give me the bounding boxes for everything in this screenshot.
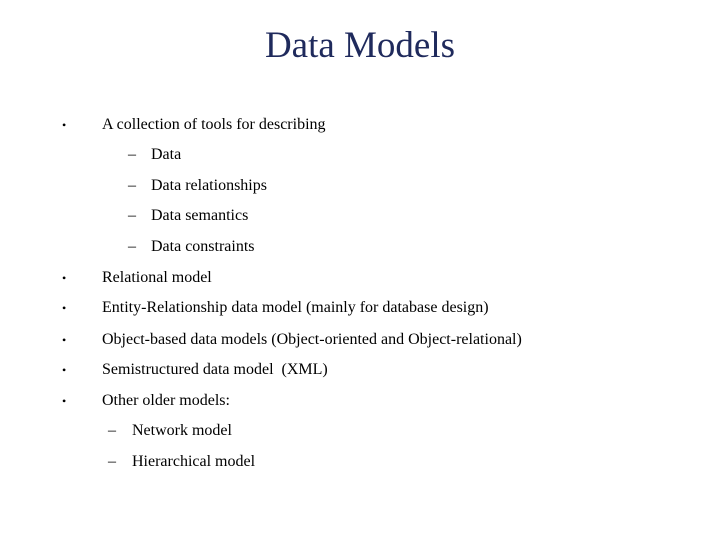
sub-item-text: Data semantics — [151, 207, 249, 224]
bullet-text: A collection of tools for describing — [102, 116, 326, 133]
bullet-marker: • — [62, 394, 67, 408]
sub-item-text: Data — [151, 146, 182, 163]
dash-marker: – — [128, 207, 136, 224]
dash-marker: – — [128, 177, 136, 194]
bullet-text: Other older models: — [102, 392, 230, 409]
bullet-marker: • — [62, 333, 67, 347]
dash-marker: – — [128, 238, 136, 255]
dash-marker: – — [128, 146, 136, 163]
dash-marker: – — [108, 422, 116, 439]
sub-item-text: Hierarchical model — [132, 453, 256, 470]
bullet-marker: • — [62, 271, 67, 285]
bullet-marker: • — [62, 301, 67, 315]
bullet-marker: • — [62, 363, 67, 377]
bullet-text: Object-based data models (Object-oriented and Object-relational) — [102, 331, 522, 348]
bullet-text: Relational model — [102, 269, 212, 286]
bullet-text: Semistructured data model (XML) — [102, 361, 328, 378]
bullet-marker: • — [62, 118, 67, 132]
dash-marker: – — [108, 453, 116, 470]
slide-title: Data Models — [264, 25, 456, 66]
sub-item-text: Network model — [132, 422, 232, 439]
bullet-text: Entity-Relationship data model (mainly for database design) — [102, 299, 489, 316]
sub-item-text: Data relationships — [151, 177, 267, 194]
sub-item-text: Data constraints — [151, 238, 255, 255]
